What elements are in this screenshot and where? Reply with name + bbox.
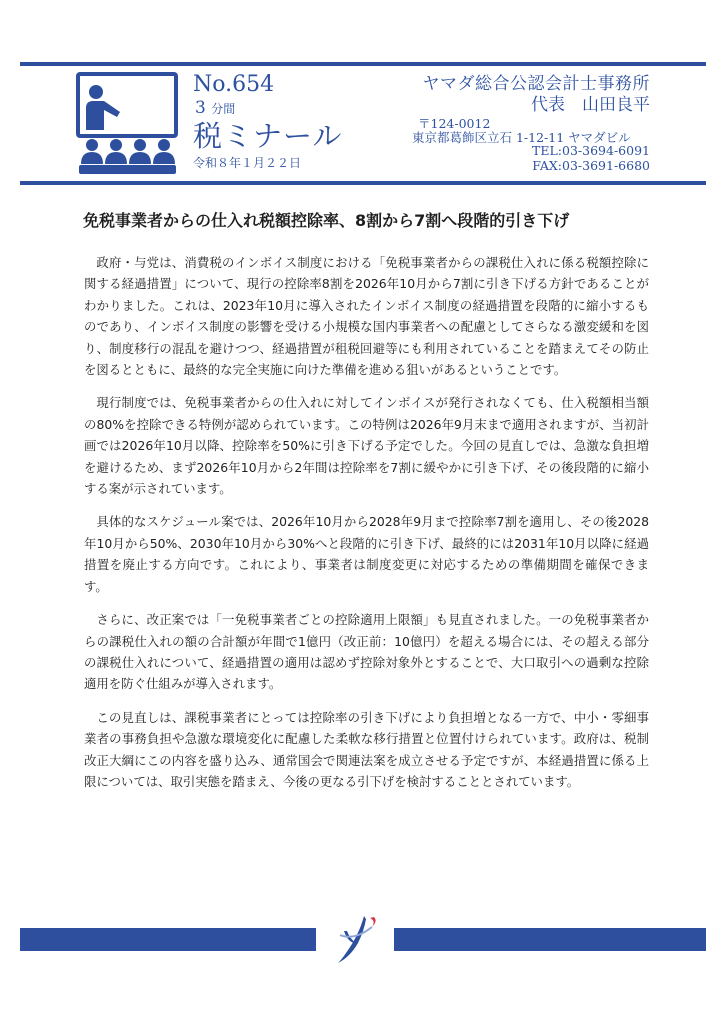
article-body <box>84 252 649 804</box>
article-paragraph: さらに、改正案では「一免税事業者ごとの控除適用上限額」も見直されました。一の免税事業者からの課税仕入れの額の合計額が年間で1億円（改正前：10億円）を超える場合には、その超える部分の課税仕入れについて、経過措置の適用は認めず控除対象外とすることで、大口取引への過剰な控除適用を防ぐ仕組みが導入されます。 <box>84 612 649 692</box>
newsletter-masthead <box>193 72 342 171</box>
office-zip: 〒124-0012 <box>418 116 491 131</box>
office-representative: 代表 山田良平 <box>531 95 650 115</box>
header-bottom-rule <box>20 181 706 185</box>
office-fax: FAX:03-3691-6680 <box>532 158 650 173</box>
seminar-presentation-icon <box>76 72 178 176</box>
issue-number: No.654 <box>193 72 275 97</box>
article-paragraph: 具体的なスケジュール案では、2026年10月から2028年9月まで控除率7割を適用し、その後2028年10月から50%、2030年10月から30%へと段階的に引き下げ、最終的には2031年10月以降に経過措置を廃止する方向です。これにより、事業者は制度変更に対応するための準備期間を確保できます。 <box>84 514 649 594</box>
header-top-rule <box>20 62 706 66</box>
reading-time <box>195 98 342 119</box>
office-address-block <box>412 117 631 145</box>
reading-time-number: 3 <box>195 98 206 118</box>
footer-bar-right <box>394 928 706 951</box>
article-paragraph: 政府・与党は、消費税のインボイス制度における「免税事業者からの課税仕入れに係る税額控除に関する経過措置」について、現行の控除率8割を2026年10月から7割に引き下げる方針であることがわかりました。これは、2023年10月に導入されたインボイス制度の経過措置を段階的に縮小するものであり、インボイス制度の影響を受ける小規模な国内事業者への配慮としてさらなる激変緩和を図り、制度移行の混乱を避けつつ、経過措置が租税回避等にも利用されていることを踏まえてその防止を図るとともに、最終的な完全実施に向けた準備を進める狙いがあるということです。 <box>84 255 649 378</box>
office-contact <box>532 143 650 173</box>
office-address: 東京都葛飾区立石 1-12-11 ヤマダビル <box>412 130 631 145</box>
office-name-block <box>423 74 651 116</box>
reading-time-unit: 分間 <box>211 102 236 116</box>
article-paragraph: この見直しは、課税事業者にとっては控除率の引き下げにより負担増となる一方で、中小・零細事業者の事務負担や急激な環境変化に配慮した柔軟な移行措置と位置付けられています。政府は、税制改正大綱にこの内容を盛り込み、通常国会で関連法案を成立させる予定ですが、本経過措置に係る上限については、取引実態を踏まえ、今後の更なる引下げを検討することとされています。 <box>84 709 649 789</box>
footer-bar-left <box>20 928 316 951</box>
newsletter-brand: 税ミナール <box>193 119 343 153</box>
article-title: 免税事業者からの仕入れ税額控除率、8割から7割へ段階的引き下げ <box>83 211 570 230</box>
office-name: ヤマダ総合公認会計士事務所 <box>422 74 650 94</box>
issue-date: 令和８年１月２２日 <box>193 156 302 170</box>
y-swoosh-logo-icon <box>334 913 384 965</box>
office-tel: TEL:03-3694-6091 <box>532 143 650 158</box>
article-paragraph: 現行制度では、免税事業者からの仕入れに対してインボイスが発行されなくても、仕入税額相当額の80%を控除できる特例が認められています。この特例は2026年9月末まで適用されますが、当初計画では2026年10月以降、控除率を50%に引き下げる予定でした。今回の見直しでは、急激な負担増を避けるため、まず2026年10月から2年間は控除率を7割に緩やかに引き下げ、その後段階的に縮小する案が示されています。 <box>84 395 649 497</box>
